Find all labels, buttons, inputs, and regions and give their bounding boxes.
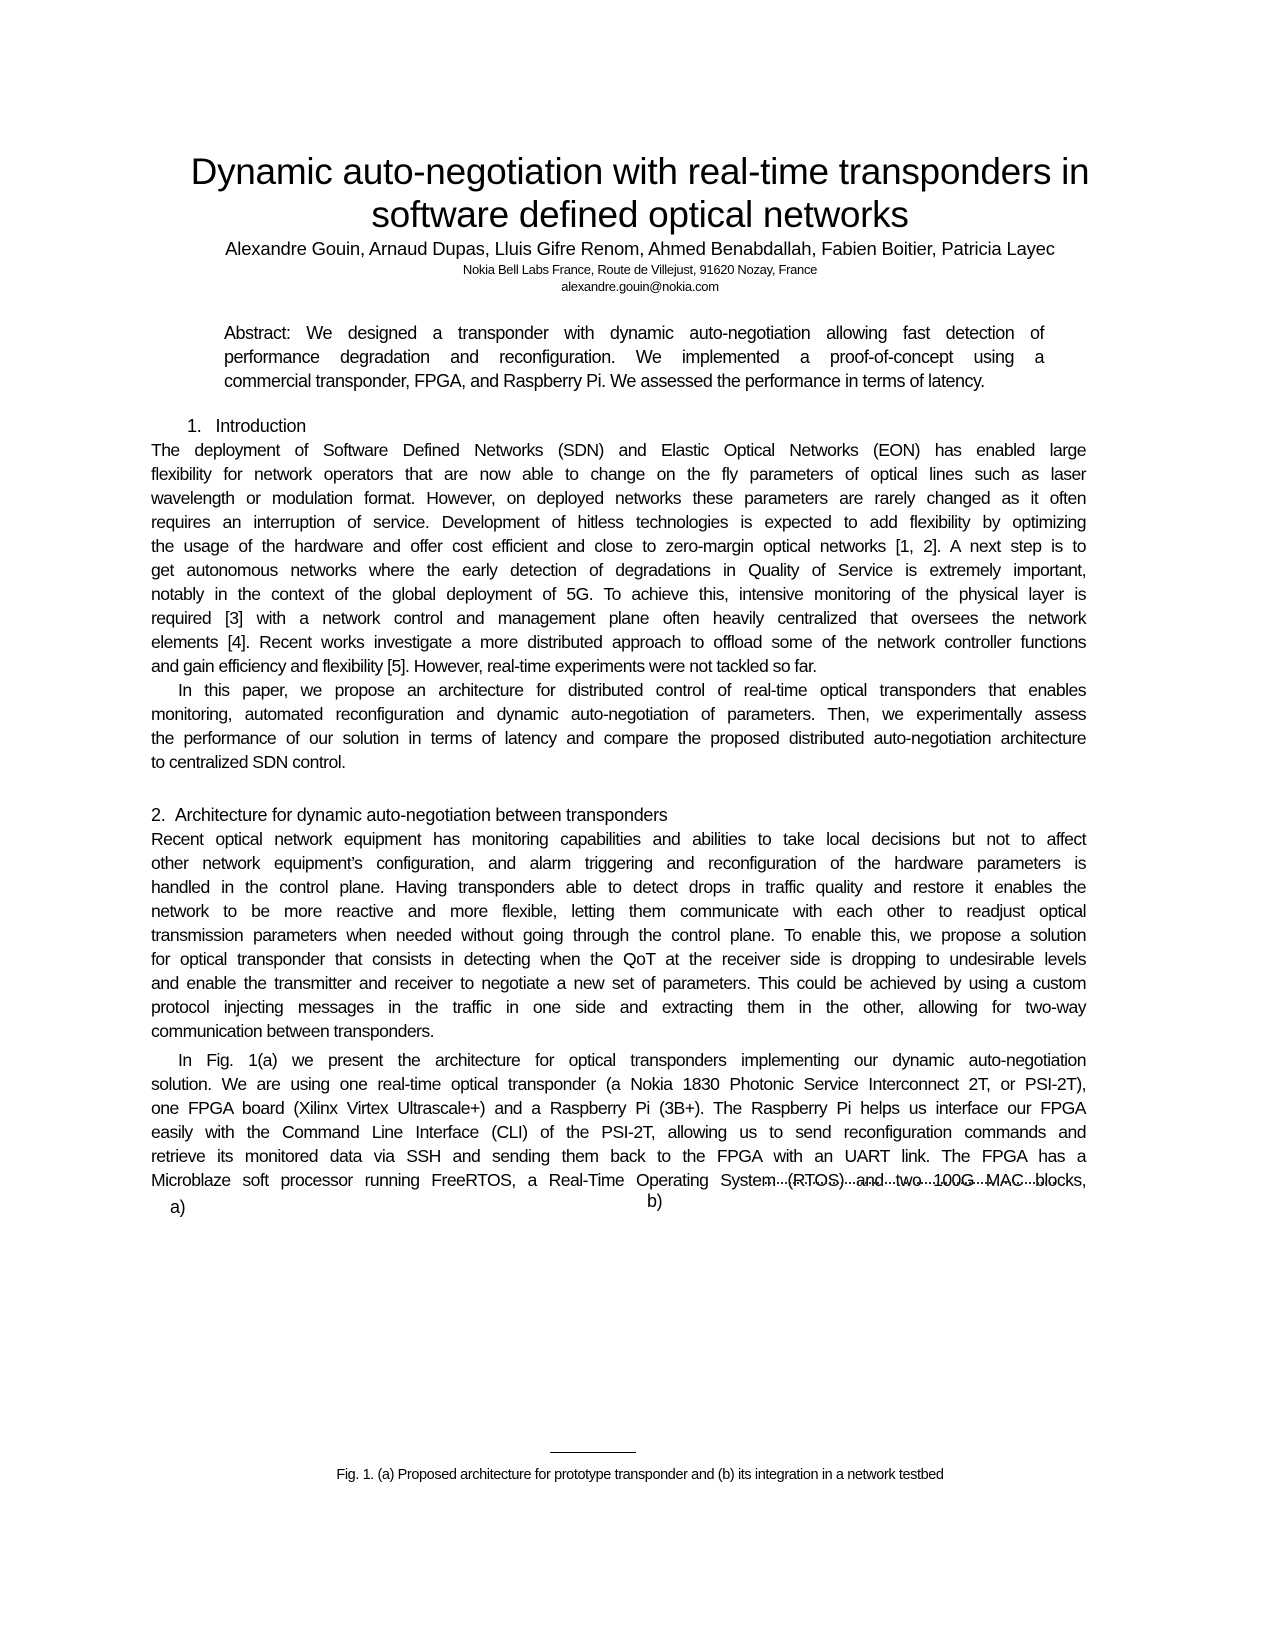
text-line: elements [4]. Recent works investigate a more distributed approach to offload some of the network controller functions: [151, 632, 1086, 652]
abstract-line: Abstract: We designed a transponder with dynamic auto-negotiation allowing fast detection of: [224, 323, 1044, 343]
text-line: and enable the transmitter and receiver to negotiate a new set of parameters. This could be achieved by using a custom: [151, 973, 1086, 993]
title-line: Dynamic auto-negotiation with real-time transponders in: [190, 151, 1090, 192]
title-line: software defined optical networks: [371, 194, 909, 235]
text-line: Recent optical network equipment has monitoring capabilities and abilities to take local decisions but not to affect: [151, 829, 1086, 849]
paragraph: [151, 1048, 1086, 1192]
text-line: handled in the control plane. Having transponders able to detect drops in traffic quality and restore it enables the: [151, 877, 1086, 897]
text-line: get autonomous networks where the early detection of degradations in Quality of Service is extremely important,: [151, 560, 1086, 580]
section-architecture: [151, 803, 1086, 1192]
text-line: In Fig. 1(a) we present the architecture for optical transponders implementing our dynamic auto-negotiation: [178, 1050, 1086, 1070]
text-line: monitoring, automated reconfiguration and dynamic auto-negotiation of parameters. Then, we experimentally assess: [151, 704, 1086, 724]
text-line: solution. We are using one real-time optical transponder (a Nokia 1830 Photonic Service Interconnect 2T, or PSI-2T),: [151, 1074, 1086, 1094]
abstract-line: commercial transponder, FPGA, and Raspberry Pi. We assessed the performance in terms of latency.: [224, 371, 985, 391]
text-line: required [3] with a network control and management plane often heavily centralized that oversees the network: [151, 608, 1086, 628]
contact-email: alexandre.gouin@nokia.com: [561, 279, 719, 294]
text-line: to centralized SDN control.: [151, 752, 346, 772]
text-line: The deployment of Software Defined Networks (SDN) and Elastic Optical Networks (EON) has enabled large: [151, 440, 1086, 460]
text-line: easily with the Command Line Interface (CLI) of the PSI-2T, allowing us to send reconfiguration commands and: [151, 1122, 1086, 1142]
paragraph: [151, 678, 1086, 774]
author-list: Alexandre Gouin, Arnaud Dupas, Lluis Gifre Renom, Ahmed Benabdallah, Fabien Boitier, Patricia Layec: [225, 238, 1055, 259]
text-line: other network equipment’s configuration, and alarm triggering and reconfiguration of the hardware parameters is: [151, 853, 1086, 873]
abstract: [224, 321, 1044, 393]
figure-label-a: a): [170, 1197, 186, 1217]
abstract-line: performance degradation and reconfiguration. We implemented a proof-of-concept using a: [224, 347, 1044, 367]
section-heading: 2. Architecture for dynamic auto-negotiation between transponders: [151, 805, 668, 825]
text-line: the usage of the hardware and offer cost efficient and close to zero-margin optical networks [1, 2]. A next step is to: [151, 536, 1086, 556]
figure-caption: Fig. 1. (a) Proposed architecture for prototype transponder and (b) its integration in a network testbed: [336, 1467, 944, 1483]
text-line: communication between transponders.: [151, 1021, 434, 1041]
text-line: retrieve its monitored data via SSH and sending them back to the FPGA with an UART link. The FPGA has a: [151, 1146, 1086, 1166]
affiliation: Nokia Bell Labs France, Route de Villejust, 91620 Nozay, France: [462, 262, 818, 277]
paragraph: [151, 827, 1086, 1043]
text-line: flexibility for network operators that are now able to change on the fly parameters of optical lines such as laser: [151, 464, 1086, 484]
section-heading: 1. Introduction: [187, 416, 306, 436]
paragraph: [151, 438, 1086, 678]
text-line: network to be more reactive and more flexible, letting them communicate with each other to readjust optical: [151, 901, 1086, 921]
figure-label-b: b): [647, 1191, 663, 1211]
text-line: protocol injecting messages in the traffic in one side and extracting them in the other, allowing for two-way: [151, 997, 1086, 1017]
paper-title: [0, 150, 1280, 236]
text-line: one FPGA board (Xilinx Virtex Ultrascale+) and a Raspberry Pi (3B+). The Raspberry Pi helps us interface our FPGA: [151, 1098, 1086, 1118]
text-line: wavelength or modulation format. However, on deployed networks these parameters are rarely changed as it often: [151, 488, 1086, 508]
text-line: notably in the context of the global deployment of 5G. To achieve this, intensive monitoring of the physical layer is: [151, 584, 1086, 604]
text-line: the performance of our solution in terms of latency and compare the proposed distributed auto-negotiation architecture: [151, 728, 1086, 748]
section-introduction: [151, 414, 1086, 774]
text-line: In this paper, we propose an architecture for distributed control of real-time optical transponders that enables: [178, 680, 1086, 700]
text-line: for optical transponder that consists in detecting when the QoT at the receiver side is dropping to undesirable levels: [151, 949, 1086, 969]
text-line: and gain efficiency and flexibility [5]. However, real-time experiments were not tackled so far.: [151, 656, 817, 676]
text-line: transmission parameters when needed without going through the control plane. To enable this, we propose a solution: [151, 925, 1086, 945]
text-line: requires an interruption of service. Development of hitless technologies is expected to add flexibility by optimizing: [151, 512, 1086, 532]
text-line: Microblaze soft processor running FreeRTOS, a Real-Time Operating System (RTOS) and two 100G MAC blocks,: [151, 1170, 1086, 1190]
figure-rule: [550, 1452, 636, 1453]
figure-dotted-rule: [765, 1182, 1055, 1184]
